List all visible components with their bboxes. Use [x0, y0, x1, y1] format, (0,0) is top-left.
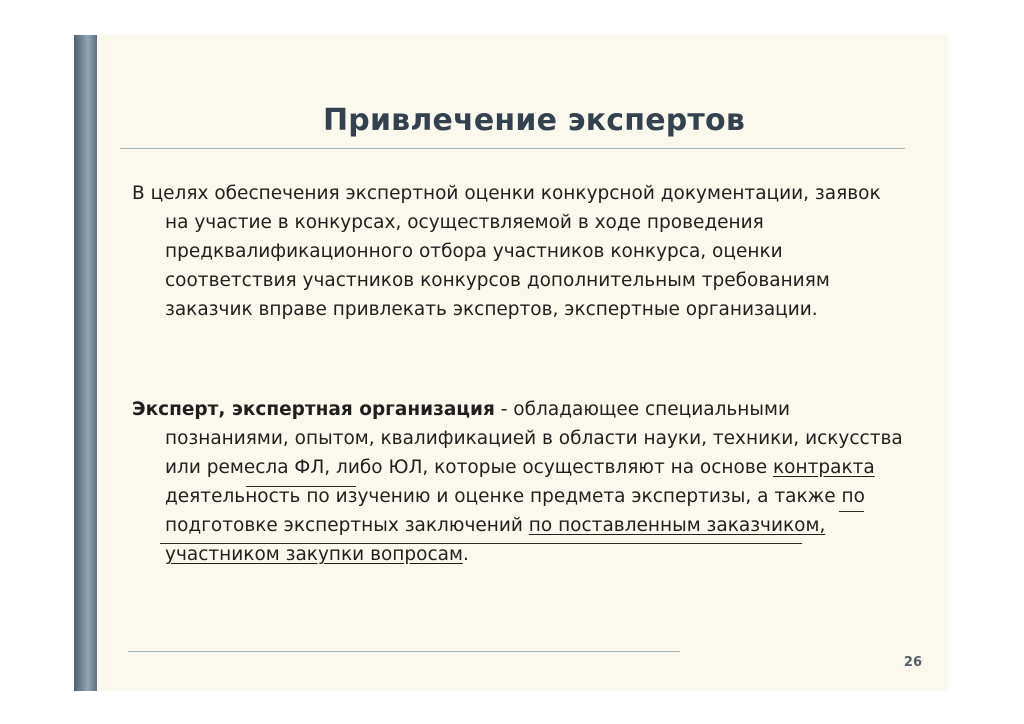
pen-mark-3 — [160, 543, 802, 544]
underlined-contract: контракта — [773, 457, 875, 478]
definition-text-2: деятельность по изучению и оценке предмета экспертизы, а также по подготовке экспертных заключений — [165, 486, 865, 536]
definition-end: . — [462, 544, 469, 565]
slide-side-bar — [74, 35, 97, 691]
pen-mark-1 — [246, 486, 356, 487]
pen-mark-2 — [839, 511, 864, 512]
slide — [74, 35, 948, 691]
definition-text-1: - обладающее специальными познаниями, опытом, квалификацией в области науки, техники, искусства или ремесла ФЛ, либо ЮЛ, которые осуществляют на основе — [165, 399, 903, 478]
title-divider — [120, 148, 905, 149]
underlined-questions: по поставленным заказчиком, участником закупки вопросам — [165, 515, 826, 565]
footer-divider — [128, 651, 680, 652]
paragraph-purpose: В целях обеспечения экспертной оценки конкурсной документации, заявок на участие в конкурсах, осуществляемой в ходе проведения предквалификационного отбора участников конкурса, оценки соответствия участников конкурсов дополнительным требованиям заказчик вправе привлекать экспертов, экспертные организации. — [132, 183, 881, 320]
definition-term: Эксперт, экспертная организация — [132, 399, 495, 420]
page-number: 26 — [903, 655, 922, 670]
slide-title: Привлечение экспертов — [322, 103, 746, 138]
